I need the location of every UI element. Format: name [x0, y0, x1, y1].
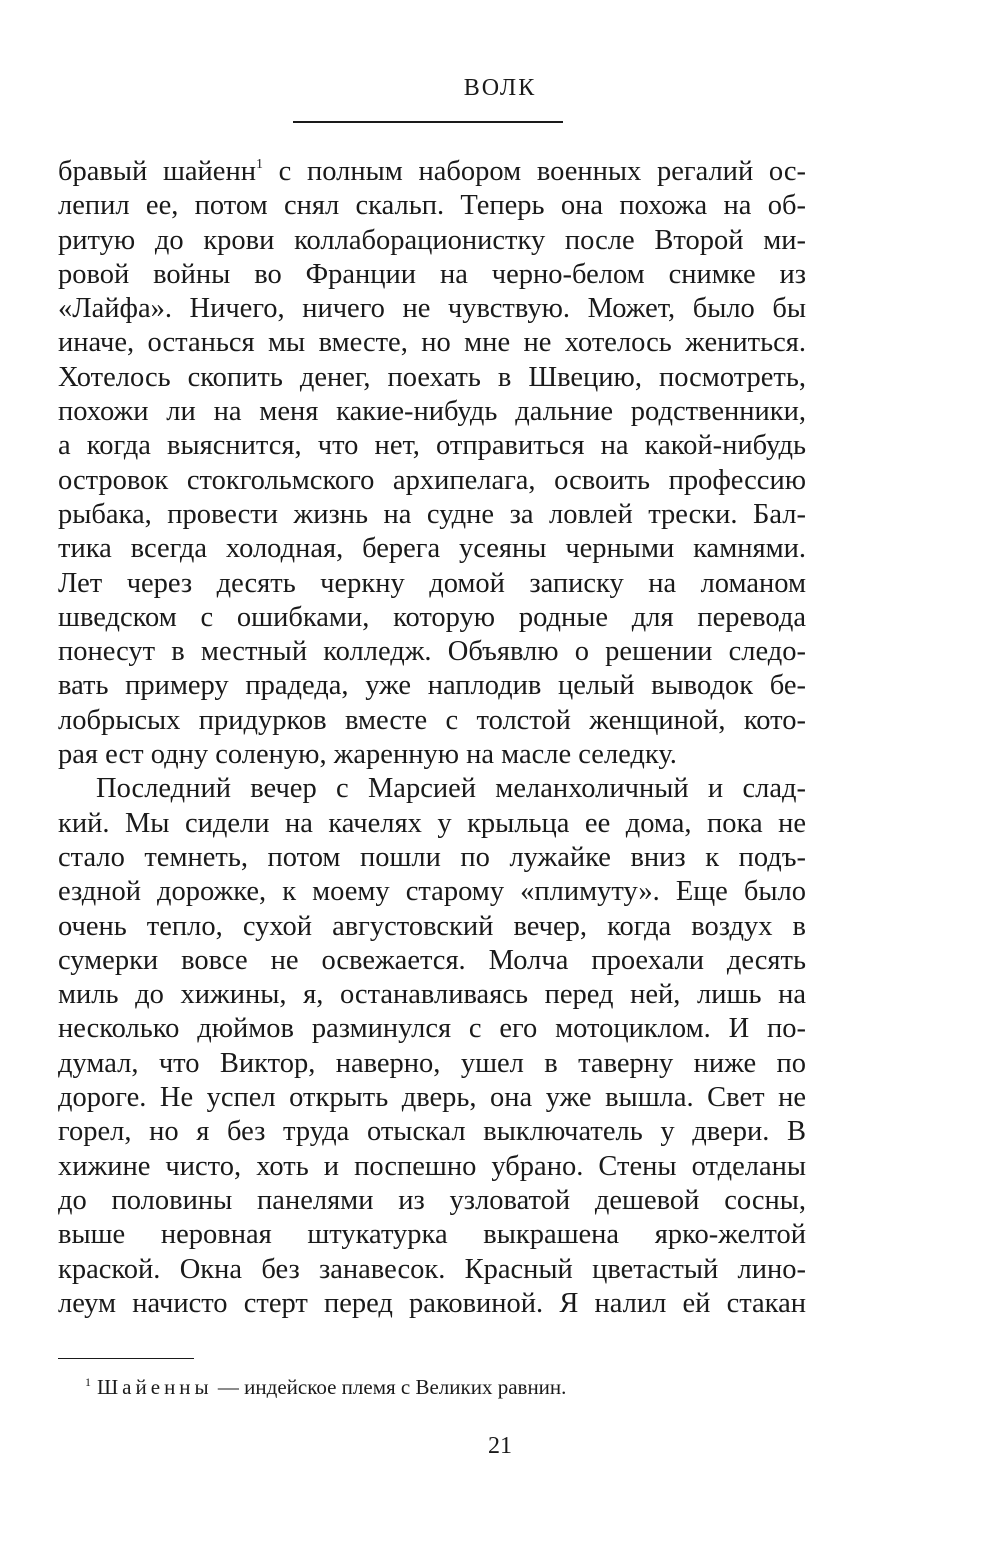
running-header: ВОЛК [463, 75, 537, 101]
text-line: стало темнеть, потом пошли по лужайке вниз к подъ- [58, 841, 806, 873]
text-line: островок стокгольмского архипелага, освоить профессию [58, 464, 806, 496]
text-line: несколько дюймов разминулся с его мотоциклом. И по- [58, 1013, 806, 1045]
text-line: думал, что Виктор, наверно, ушел в таверну ниже по [58, 1047, 806, 1079]
text-segment: с полным набором военных регалий ос- [262, 156, 806, 187]
text-line: лобрысых придурков вместе с толстой женщиной, кото- [58, 704, 806, 736]
text-line: краской. Окна без занавесок. Красный цветастый лино- [58, 1253, 806, 1285]
body-text [58, 155, 806, 1321]
footnote-mark: 1 [85, 1375, 91, 1389]
text-line: ритую до крови коллаборационистку после Второй ми- [58, 224, 806, 256]
text-line: кий. Мы сидели на качелях у крыльца ее дома, пока не [58, 807, 806, 839]
text-line: леум начисто стерт перед раковиной. Я налил ей стакан [58, 1287, 806, 1319]
text-line: похожи ли на меня какие-нибудь дальние родственники, [58, 396, 806, 428]
text-line: сумерки вовсе не освежается. Молча проехали десять [58, 944, 806, 976]
text-line: миль до хижины, я, останавливаясь перед ней, лишь на [58, 979, 806, 1011]
text-line: рая ест одну соленую, жаренную на масле селедку. [58, 739, 677, 771]
text-line: понесут в местный колледж. Объявлю о решении следо- [58, 636, 806, 668]
text-line: а когда выяснится, что нет, отправиться на какой-нибудь [58, 430, 806, 462]
text-line: ровой войны во Франции на черно-белом снимке из [58, 258, 806, 290]
text-line: до половины панелями из узловатой дешевой сосны, [58, 1184, 806, 1216]
text-line [58, 155, 806, 189]
paragraph-start-line: Последний вечер с Марсией меланхоличный и слад- [96, 773, 806, 805]
text-line: Хотелось скопить денег, поехать в Швецию, посмотреть, [58, 361, 806, 393]
text-line: ездной дорожке, к моему старому «плимуту». Еще было [58, 876, 806, 908]
footnote [85, 1373, 566, 1401]
footnote-reference: 1 [255, 157, 263, 172]
footnote-text: — индейское племя с Великих равнин. [212, 1375, 567, 1399]
footnote-divider [58, 1358, 194, 1359]
text-line: иначе, останься мы вместе, но мне не хотелось жениться. [58, 327, 806, 359]
footnote-term: Шайенны [97, 1375, 213, 1399]
text-line: вать примеру прадеда, уже наплодив целый выводок бе- [58, 670, 806, 702]
text-line: тика всегда холодная, берега усеяны черными камнями. [58, 533, 806, 565]
text-line: шведском с ошибками, которую родные для перевода [58, 601, 806, 633]
text-line: хижине чисто, хоть и поспешно убрано. Стены отделаны [58, 1150, 806, 1182]
page-number: 21 [488, 1433, 512, 1459]
header-divider [293, 121, 563, 123]
text-line: рыбака, провести жизнь на судне за ловлей трески. Бал- [58, 498, 806, 530]
text-line: дороге. Не успел открыть дверь, она уже вышла. Свет не [58, 1082, 806, 1114]
text-line: Лет через десять черкну домой записку на ломаном [58, 567, 806, 599]
text-segment: бравый шайенн [58, 156, 256, 187]
text-line: выше неровная штукатурка выкрашена ярко-желтой [58, 1219, 806, 1251]
text-line: горел, но я без труда отыскал выключатель у двери. В [58, 1116, 806, 1148]
text-line: «Лайфа». Ничего, ничего не чувствую. Может, было бы [58, 293, 806, 325]
text-line: лепил ее, потом снял скальп. Теперь она похожа на об- [58, 190, 806, 222]
text-line: очень тепло, сухой августовский вечер, когда воздух в [58, 910, 806, 942]
